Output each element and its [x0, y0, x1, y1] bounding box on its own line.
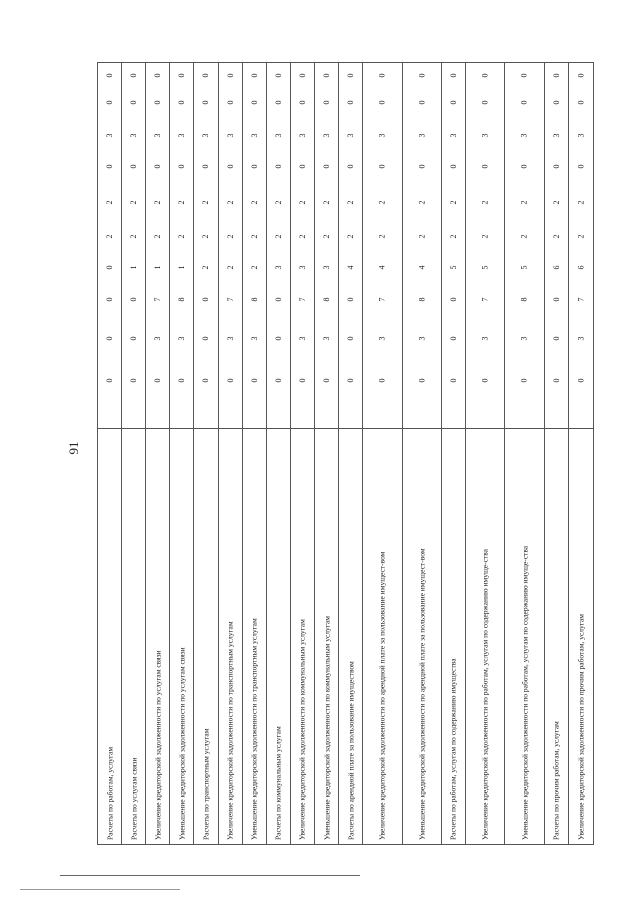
table-cell-value: 0 [273, 336, 283, 341]
table-cell-value: 0 [322, 378, 332, 383]
table-cell-value: 7 [225, 297, 235, 302]
table-cell-value: 0 [225, 73, 235, 78]
table-cell-value: 2 [448, 234, 458, 239]
table-cell-value: 2 [129, 200, 139, 205]
table-cell-label [363, 428, 401, 844]
table-cell-value: 2 [249, 265, 259, 270]
table-cell-value: 2 [225, 234, 235, 239]
table-cell-value: 0 [297, 100, 307, 105]
table-row [466, 63, 505, 844]
table-row [505, 63, 544, 844]
table-cell-value: 3 [576, 336, 586, 341]
table-row [122, 63, 146, 844]
table-row [291, 63, 315, 844]
table-cell-value: 0 [377, 100, 387, 105]
table-cell-label [170, 428, 193, 844]
table-cell-value: 1 [153, 265, 163, 270]
table-cell-label [243, 428, 266, 844]
table-cell-value: 3 [105, 133, 115, 138]
row-label: Расчеты по арендной плате за пользование имуществом [346, 661, 356, 840]
table-cell-value: 0 [520, 73, 530, 78]
table-cell-label [466, 428, 504, 844]
table-cell-value: 2 [520, 200, 530, 205]
table-cell-value: 0 [249, 378, 259, 383]
row-label: Расчеты по работам, услугам [105, 746, 115, 840]
row-label: Расчеты по коммунальным услугам [273, 726, 283, 840]
table-cell-value: 2 [346, 234, 356, 239]
table-cell-value: 0 [377, 164, 387, 169]
table-cell-value: 4 [377, 265, 387, 270]
table-cell-value: 0 [153, 164, 163, 169]
table-cell-value: 3 [177, 336, 187, 341]
table-cell-value: 3 [480, 336, 490, 341]
table-cell-value: 0 [129, 164, 139, 169]
table-cell-value: 3 [520, 133, 530, 138]
table-cell-value: 2 [249, 234, 259, 239]
table-cell-value: 3 [249, 133, 259, 138]
table-cell-value: 3 [297, 265, 307, 270]
table-cell-value: 0 [273, 164, 283, 169]
table-cell-value: 5 [480, 265, 490, 270]
table-cell-value: 0 [201, 378, 211, 383]
table-cell-value: 0 [177, 164, 187, 169]
table-cell-value: 0 [105, 336, 115, 341]
table-cell-value: 5 [448, 265, 458, 270]
table-cell-label [122, 428, 145, 844]
table-cell-value: 0 [225, 378, 235, 383]
table-cell-value: 0 [177, 378, 187, 383]
table-cell-value: 0 [480, 73, 490, 78]
table-cell-value: 2 [201, 265, 211, 270]
table-cell-value: 0 [480, 164, 490, 169]
table-cell-value: 2 [297, 200, 307, 205]
table-cell-value: 3 [377, 336, 387, 341]
table-cell-value: 0 [153, 378, 163, 383]
table-cell-value: 0 [417, 73, 427, 78]
table-cell-value: 3 [225, 336, 235, 341]
table-cell-value: 0 [551, 164, 561, 169]
row-label: Уменьшение кредиторской задолженности по транспортным услугам [249, 618, 259, 840]
table-cell-value: 7 [297, 297, 307, 302]
table-cell-value: 0 [201, 100, 211, 105]
row-label: Уменьшение кредиторской задолженности по работам, услугам по содержанию имуще-ства [520, 545, 530, 840]
table-cell-value: 2 [153, 200, 163, 205]
table-cell-value: 2 [201, 200, 211, 205]
table-cell-value: 0 [346, 100, 356, 105]
table-cell-label [194, 428, 217, 844]
table-row [442, 63, 466, 844]
table-cell-value: 0 [346, 297, 356, 302]
table-cell-value: 2 [225, 265, 235, 270]
table-cell-value: 0 [297, 73, 307, 78]
table-row [219, 63, 243, 844]
table-cell-value: 0 [225, 100, 235, 105]
page-number: 91 [66, 441, 81, 455]
table-cell-value: 7 [480, 297, 490, 302]
table-cell-value: 2 [480, 200, 490, 205]
table-cell-value: 3 [153, 133, 163, 138]
table-cell-value: 0 [129, 297, 139, 302]
table-cell-value: 3 [377, 133, 387, 138]
table-cell-value: 2 [377, 234, 387, 239]
table-cell-value: 0 [129, 73, 139, 78]
footer-rule-short [20, 889, 180, 890]
table-cell-value: 0 [129, 378, 139, 383]
row-label: Расчеты по услугам связи [129, 757, 139, 840]
table-cell-value: 0 [346, 336, 356, 341]
table-cell-value: 4 [417, 265, 427, 270]
table-cell-value: 0 [448, 336, 458, 341]
table-cell-value: 2 [201, 234, 211, 239]
table-row [146, 63, 170, 844]
table-cell-value: 2 [322, 234, 332, 239]
table-cell-value: 0 [480, 378, 490, 383]
table-cell-value: 0 [551, 378, 561, 383]
table-cell-value: 6 [576, 265, 586, 270]
table-cell-value: 0 [201, 297, 211, 302]
table-cell-value: 0 [551, 73, 561, 78]
table-cell-value: 3 [249, 336, 259, 341]
table-cell-value: 3 [297, 336, 307, 341]
table-cell-value: 0 [520, 164, 530, 169]
table-row [339, 63, 363, 844]
table-cell-value: 3 [273, 265, 283, 270]
table-cell-value: 2 [576, 234, 586, 239]
row-label: Уменьшение кредиторской задолженности по услугам связи [177, 647, 187, 840]
table-cell-value: 0 [249, 164, 259, 169]
table-row [194, 63, 218, 844]
table-cell-value: 2 [225, 200, 235, 205]
table-cell-value: 3 [480, 133, 490, 138]
table-cell-label [403, 428, 441, 844]
table-cell-label [505, 428, 543, 844]
table-cell-value: 3 [520, 336, 530, 341]
table-cell-value: 0 [249, 100, 259, 105]
table-cell-value: 2 [346, 200, 356, 205]
table-cell-value: 8 [177, 297, 187, 302]
table-cell-value: 3 [129, 133, 139, 138]
table-cell-value: 0 [322, 73, 332, 78]
table-cell-value: 2 [417, 200, 427, 205]
table-cell-value: 7 [576, 297, 586, 302]
table-cell-value: 0 [346, 73, 356, 78]
table-cell-value: 0 [105, 73, 115, 78]
table-cell-value: 2 [576, 200, 586, 205]
table-cell-value: 2 [551, 234, 561, 239]
table-row [315, 63, 339, 844]
table-cell-value: 2 [417, 234, 427, 239]
table-row [403, 63, 442, 844]
table-cell-value: 0 [448, 73, 458, 78]
table-cell-value: 8 [417, 297, 427, 302]
table-cell-value: 0 [576, 100, 586, 105]
table-cell-value: 0 [520, 378, 530, 383]
table-cell-value: 0 [576, 73, 586, 78]
table-cell-value: 0 [322, 164, 332, 169]
table-row [545, 63, 569, 844]
table-cell-label [339, 428, 362, 844]
table-cell-value: 0 [177, 73, 187, 78]
table-cell-value: 2 [273, 200, 283, 205]
table-cell-value: 0 [153, 100, 163, 105]
table-cell-value: 2 [273, 234, 283, 239]
table-cell-value: 7 [377, 297, 387, 302]
row-label: Увеличение кредиторской задолженности по коммунальным услугам [297, 619, 307, 840]
table-cell-label [219, 428, 242, 844]
table-cell-value: 0 [105, 297, 115, 302]
table-cell-value: 6 [551, 265, 561, 270]
table-cell-value: 0 [225, 164, 235, 169]
table-cell-value: 0 [576, 378, 586, 383]
table-cell-value: 3 [153, 336, 163, 341]
table-row [569, 63, 593, 844]
table-cell-value: 0 [297, 378, 307, 383]
table-cell-label [146, 428, 169, 844]
table-cell-value: 0 [105, 265, 115, 270]
table-cell-value: 0 [551, 297, 561, 302]
table-cell-label [315, 428, 338, 844]
table-cell-value: 0 [377, 378, 387, 383]
table-row [267, 63, 291, 844]
row-label: Расчеты по прочим работам, услугам [551, 721, 561, 840]
table-row [98, 63, 122, 844]
table-cell-value: 0 [417, 378, 427, 383]
row-label: Расчеты по транспортным услугам [201, 728, 211, 840]
table-cell-value: 0 [273, 100, 283, 105]
table-cell-label [442, 428, 465, 844]
table-cell-value: 0 [201, 73, 211, 78]
table-cell-value: 2 [520, 234, 530, 239]
table-cell-value: 0 [417, 164, 427, 169]
table-cell-value: 8 [249, 297, 259, 302]
table-cell-value: 3 [551, 133, 561, 138]
table-cell-value: 4 [346, 265, 356, 270]
table-cell-value: 3 [177, 133, 187, 138]
table-cell-value: 3 [322, 133, 332, 138]
table-cell-value: 0 [105, 378, 115, 383]
table-cell-value: 0 [153, 73, 163, 78]
table-cell-value: 0 [129, 336, 139, 341]
table-cell-label [98, 428, 121, 844]
table-cell-value: 0 [480, 100, 490, 105]
table-cell-value: 1 [177, 265, 187, 270]
table-row [363, 63, 402, 844]
table-cell-value: 8 [322, 297, 332, 302]
table-cell-value: 3 [201, 133, 211, 138]
table-cell-value: 3 [576, 133, 586, 138]
table-cell-label [569, 428, 593, 844]
table-cell-label [291, 428, 314, 844]
row-label: Увеличение кредиторской задолженности по арендной плате за пользование имущест-вом [377, 551, 387, 840]
table-cell-value: 3 [273, 133, 283, 138]
table-cell-value: 3 [417, 133, 427, 138]
table-cell-value: 2 [105, 200, 115, 205]
table-cell-value: 3 [297, 133, 307, 138]
table-row [243, 63, 267, 844]
table-cell-value: 0 [297, 164, 307, 169]
table-cell-value: 0 [177, 100, 187, 105]
table-cell-value: 2 [129, 234, 139, 239]
table-cell-value: 2 [177, 200, 187, 205]
table-cell-value: 2 [480, 234, 490, 239]
table-cell-value: 0 [576, 164, 586, 169]
table-cell-value: 0 [448, 378, 458, 383]
table-cell-value: 8 [520, 297, 530, 302]
table-cell-value: 2 [297, 234, 307, 239]
table-cell-value: 0 [346, 378, 356, 383]
table-cell-value: 0 [273, 73, 283, 78]
row-label: Увеличение кредиторской задолженности по транспортным услугам [225, 621, 235, 840]
row-label: Увеличение кредиторской задолженности по работам, услугам по содержанию имуще-ства [480, 549, 490, 840]
table-cell-value: 0 [520, 100, 530, 105]
table-cell-value: 1 [129, 265, 139, 270]
table-cell-value: 2 [249, 200, 259, 205]
table-cell-value: 0 [105, 100, 115, 105]
table-cell-value: 2 [105, 234, 115, 239]
table-cell-value: 3 [225, 133, 235, 138]
table-cell-value: 3 [417, 336, 427, 341]
table-cell-value: 0 [346, 164, 356, 169]
table-cell-value: 2 [322, 200, 332, 205]
table-cell-value: 0 [201, 336, 211, 341]
table-cell-value: 2 [377, 200, 387, 205]
table-cell-value: 2 [551, 200, 561, 205]
row-label: Уменьшение кредиторской задолженности по коммунальным услугам [322, 616, 332, 840]
table-cell-value: 0 [551, 336, 561, 341]
table-cell-value: 0 [417, 100, 427, 105]
table-cell-value: 0 [448, 100, 458, 105]
accounts-table [97, 62, 594, 845]
table-cell-label [267, 428, 290, 844]
table-cell-value: 2 [153, 234, 163, 239]
table-cell-value: 2 [177, 234, 187, 239]
table-row [170, 63, 194, 844]
table-cell-value: 0 [377, 73, 387, 78]
table-cell-value: 0 [249, 73, 259, 78]
table-cell-value: 0 [273, 297, 283, 302]
table-cell-value: 0 [105, 164, 115, 169]
table-cell-value: 3 [322, 265, 332, 270]
table-cell-value: 0 [322, 100, 332, 105]
table-cell-value: 0 [551, 100, 561, 105]
row-label: Расчеты по работам, услугам по содержанию имущества [448, 658, 458, 840]
table-cell-value: 7 [153, 297, 163, 302]
table-cell-value: 0 [448, 297, 458, 302]
table-cell-value: 3 [346, 133, 356, 138]
table-cell-value: 3 [322, 336, 332, 341]
row-label: Уменьшение кредиторской задолженности по арендной плате за пользование имущест-вом [417, 548, 427, 840]
table-cell-value: 0 [273, 378, 283, 383]
table-cell-value: 0 [448, 164, 458, 169]
table-cell-value: 5 [520, 265, 530, 270]
row-label: Увеличение кредиторской задолженности по услугам связи [153, 650, 163, 840]
row-label: Увеличение кредиторской задолженности по прочим работам, услугам [576, 614, 586, 840]
table-cell-label [545, 428, 568, 844]
table-cell-value: 0 [129, 100, 139, 105]
footer-rule [60, 875, 360, 876]
table-cell-value: 3 [448, 133, 458, 138]
table-cell-value: 0 [201, 164, 211, 169]
table-cell-value: 2 [448, 200, 458, 205]
